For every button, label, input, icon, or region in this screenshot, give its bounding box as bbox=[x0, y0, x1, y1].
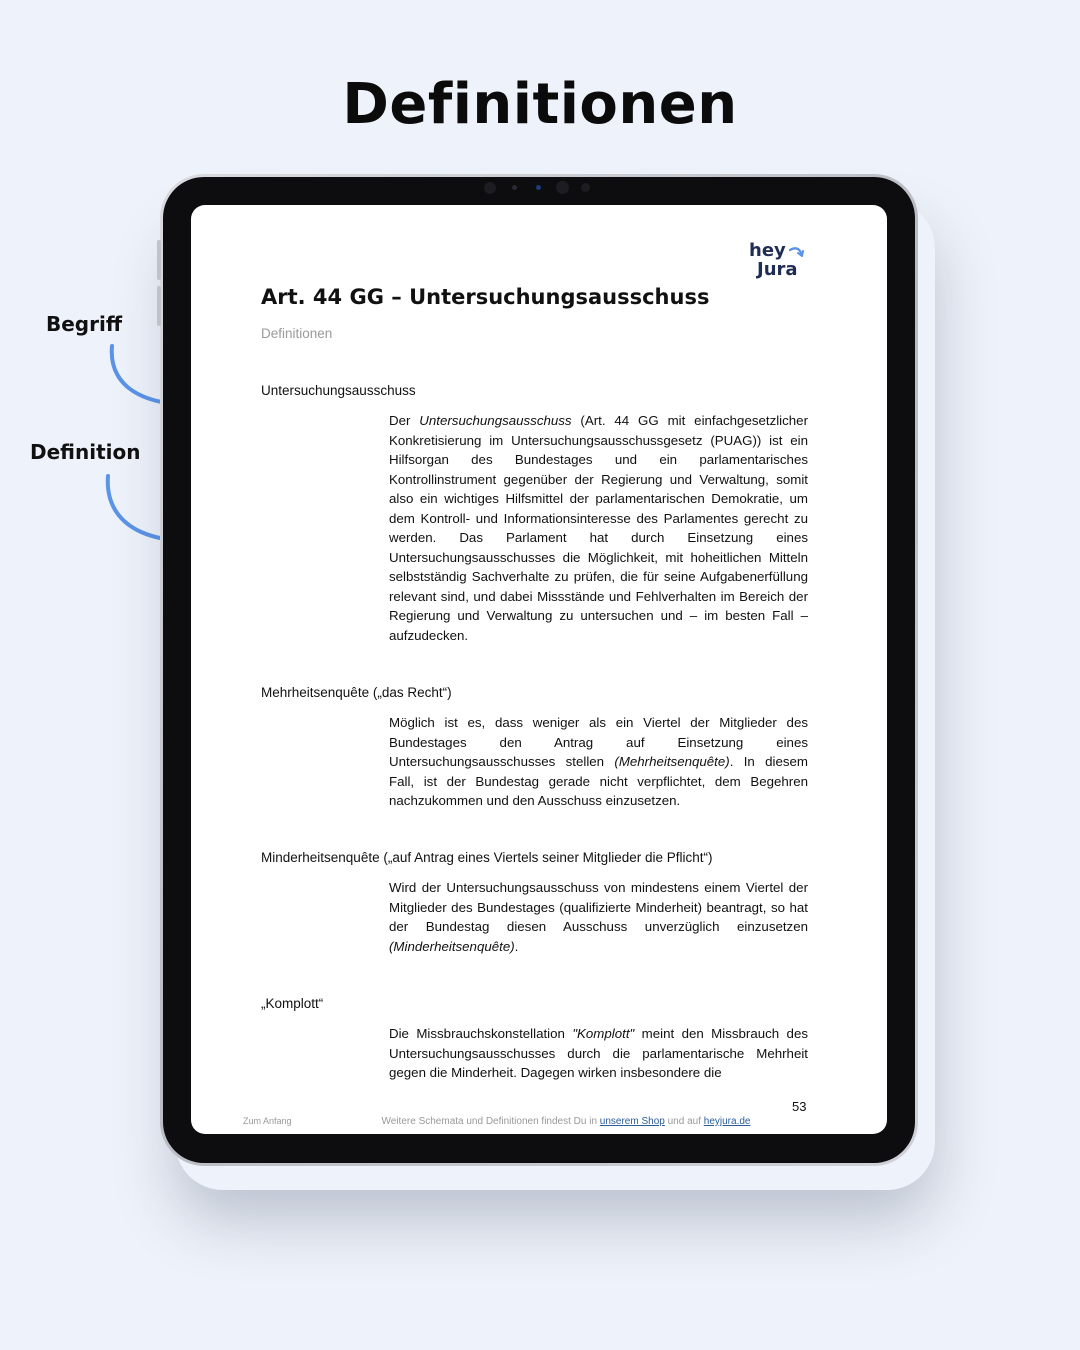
heyjura-link[interactable]: heyjura.de bbox=[703, 1116, 751, 1127]
term-komplott: „Komplott“ bbox=[261, 996, 324, 1011]
definition-komplott bbox=[389, 1024, 808, 1083]
logo-line2: Jura bbox=[757, 259, 798, 280]
definition-text: (Art. 44 GG mit einfachgesetzlicher Konkretisierung im Untersuchungsausschussgesetz (PUAG)) ist ein Hilfsorgan des Bundestages und ein parlamentarisches Kontrollinstrument gegenüber der Regierung und Verwaltung, somit also ein wichtiges Hilfsmittel der parlamentarischen Demokratie, um dem Kontroll- und Informationsinteresse des Parlamentes gerecht zu werden. Das Parlament hat durch Einsetzung eines Untersuchungsausschusses die Möglichkeit, mit hoheitlichen Mitteln selbstständig Sachverhalte zu prüfen, die für seine Aufgabenerfüllung relevant sind, und dabei Missstände und Fehlverhalten im Bereich der Regierung und Verwaltung zu untersuchen und – im besten Fall – aufzudecken. bbox=[389, 413, 808, 643]
camera-icon bbox=[484, 182, 496, 194]
definition-text: . bbox=[514, 938, 519, 954]
definition-text: Möglich ist es, dass weniger als ein Viertel der Mitglieder des Bundestages den Antrag auf Einsetzung eines Untersuchungsausschusses stellen bbox=[389, 715, 808, 769]
annotation-begriff: Begriff bbox=[46, 312, 123, 336]
term-mehrheitsenquete: Mehrheitsenquête („das Recht“) bbox=[261, 685, 452, 700]
definition-text: Der bbox=[389, 413, 420, 428]
definition-text: Die Missbrauchskonstellation bbox=[389, 1026, 573, 1041]
back-to-top-link[interactable]: Zum Anfang bbox=[243, 1116, 292, 1126]
definition-text: meint den Missbrauch des Untersuchungsausschusses durch die parlamentarische Mehrheit gegen die Minderheit. Dagegen wirken insbesondere die bbox=[389, 1026, 808, 1080]
annotation-definition: Definition bbox=[30, 440, 141, 464]
shop-link[interactable]: unserem Shop bbox=[599, 1116, 665, 1127]
document-title: Art. 44 GG – Untersuchungsausschuss bbox=[261, 285, 710, 309]
volume-button bbox=[157, 286, 161, 326]
volume-button bbox=[157, 240, 161, 280]
footer-text-part: Weitere Schemata und Definitionen findest Du in bbox=[381, 1116, 600, 1127]
logo-swoosh-icon bbox=[789, 245, 805, 259]
hero-title: Definitionen bbox=[342, 72, 738, 137]
heyjura-logo bbox=[749, 241, 798, 279]
definition-text: . In diesem Fall, ist der Bundestag gerade nicht verpflichtet, dem Begehren nachzukommen und den Ausschuss einzusetzen. bbox=[389, 754, 808, 808]
sensor-icon bbox=[581, 183, 590, 192]
definition-mehrheitsenquete bbox=[389, 713, 808, 811]
definition-untersuchungsausschuss bbox=[389, 411, 808, 645]
footer-text-part: und auf bbox=[664, 1116, 704, 1127]
logo-line1: hey bbox=[749, 240, 786, 261]
camera-icon bbox=[556, 181, 569, 194]
sensor-icon bbox=[512, 185, 517, 190]
tablet-screen[interactable] bbox=[191, 205, 887, 1134]
definition-text: Wird der Untersuchungsausschuss von mindestens einem Viertel der Mitglieder des Bundestages (qualifizierte Minderheit) beantragt, so hat der Bundestag diesen Ausschuss unverzüglich einzusetzen bbox=[389, 880, 808, 934]
definition-emphasis: (Mehrheitsenquête) bbox=[614, 754, 730, 769]
document-subtitle: Definitionen bbox=[261, 326, 333, 341]
definition-emphasis: Untersuchungsausschuss bbox=[419, 413, 572, 428]
definition-minderheitsenquete bbox=[389, 878, 808, 956]
definition-emphasis: (Minderheitsenquête) bbox=[389, 938, 515, 954]
term-untersuchungsausschuss: Untersuchungsausschuss bbox=[261, 383, 416, 398]
page-number: 53 bbox=[792, 1099, 807, 1114]
term-minderheitsenquete: Minderheitsenquête („auf Antrag eines Viertels seiner Mitglieder die Pflicht“) bbox=[261, 850, 713, 865]
footer-text bbox=[291, 1116, 841, 1127]
definition-emphasis: "Komplott" bbox=[572, 1026, 635, 1041]
sensor-icon bbox=[536, 185, 541, 190]
